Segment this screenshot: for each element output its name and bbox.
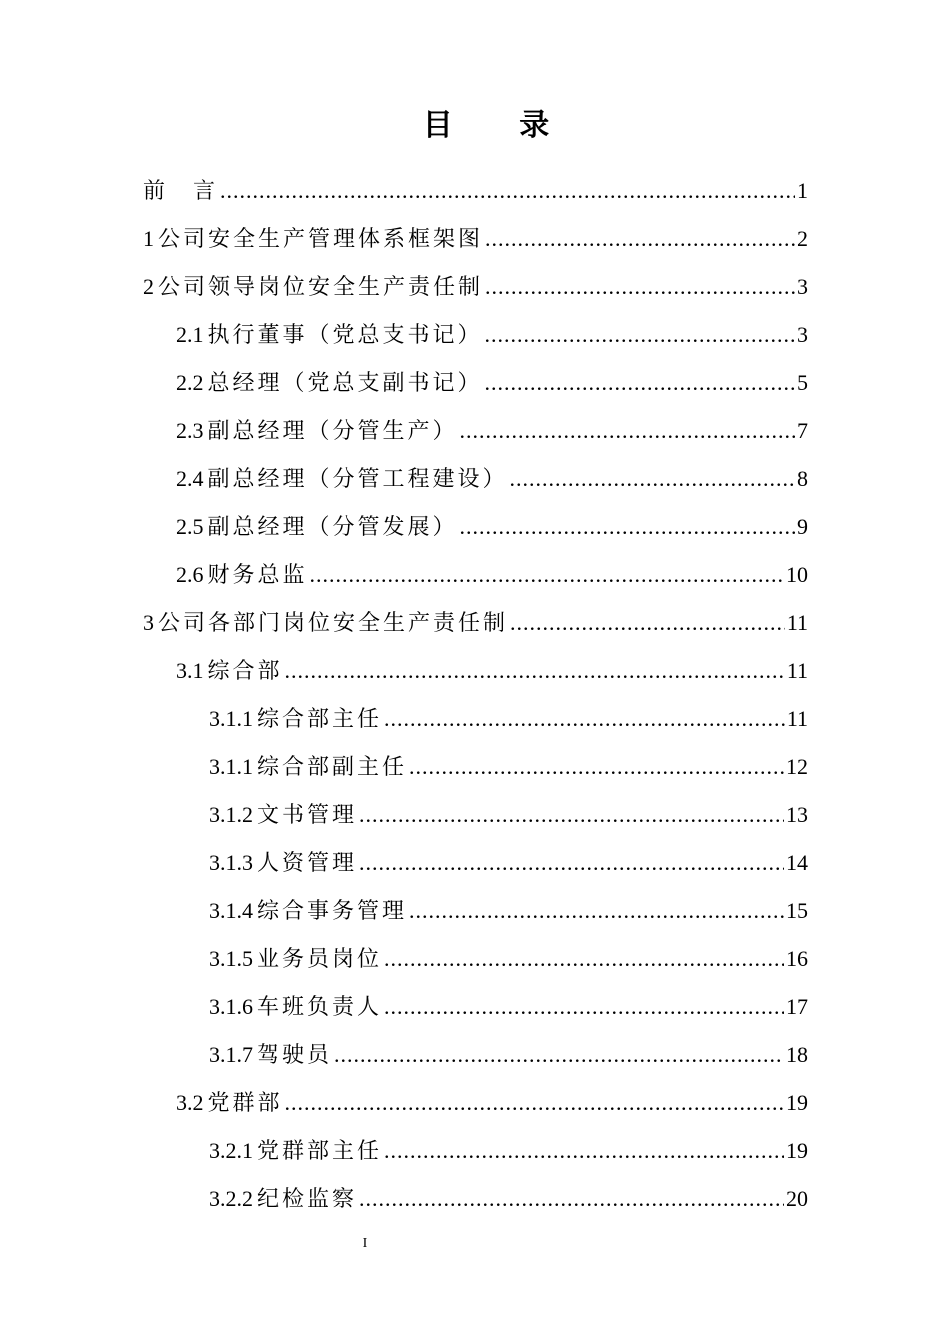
toc-dot-leader [334, 1038, 784, 1072]
toc-page-number: 17 [786, 994, 808, 1019]
toc-entry-3-1-4[interactable] [209, 894, 808, 928]
toc-entry-text: 副总经理（分管生产） [207, 419, 458, 444]
toc-entry-3-2-1[interactable] [209, 1134, 808, 1168]
toc-entry-2[interactable] [143, 270, 808, 304]
toc-entry-2-1[interactable] [176, 318, 808, 352]
toc-entry-number: 3.1.6 [209, 994, 253, 1019]
toc-entry-text: 文书管理 [257, 803, 358, 828]
toc-entry-3[interactable] [143, 606, 808, 640]
toc-page-number: 5 [797, 370, 808, 395]
toc-page-number: 11 [786, 706, 808, 731]
toc-entry-text: 公司各部门岗位安全生产责任制 [158, 611, 509, 636]
toc-entry-label [176, 414, 458, 449]
toc-dot-leader [485, 366, 795, 400]
toc-page-number: 10 [786, 562, 808, 587]
toc-entry-label [209, 798, 357, 833]
toc-dot-leader [384, 990, 784, 1024]
toc-entry-number: 3.1 [176, 658, 204, 683]
toc-entry-text: 公司安全生产管理体系框架图 [158, 227, 484, 252]
toc-entry-2-2[interactable] [176, 366, 808, 400]
toc-entry-3-1-1[interactable] [209, 702, 808, 736]
toc-entry-label [176, 1086, 283, 1121]
toc-dot-leader [220, 174, 795, 208]
toc-entry-number: 3.1.7 [209, 1042, 253, 1067]
toc-entry-3-1-6[interactable] [209, 990, 808, 1024]
toc-dot-leader [409, 894, 784, 928]
toc-entry-number: 3.1.4 [209, 898, 253, 923]
toc-page-number: 3 [797, 274, 808, 299]
toc-entry-2-3[interactable] [176, 414, 808, 448]
toc-entry-number: 3 [143, 610, 154, 635]
toc-dot-leader [485, 270, 795, 304]
toc-entry-text: 纪检监察 [257, 1187, 358, 1212]
toc-entry-number: 3.1.1 [209, 706, 253, 731]
toc-entry-number: 3.2 [176, 1090, 204, 1115]
toc-dot-leader [285, 1086, 784, 1120]
toc-page-number: 8 [797, 466, 808, 491]
toc-page-number: 1 [797, 178, 808, 203]
toc-entry-label [176, 366, 483, 401]
toc-entry-text: 党群部主任 [257, 1139, 383, 1164]
toc-dot-leader [485, 222, 795, 256]
toc-page-number: 12 [786, 754, 808, 779]
toc-dot-leader [384, 1134, 784, 1168]
toc-dot-leader [384, 702, 785, 736]
toc-entry-3-1-3[interactable] [209, 846, 808, 880]
toc-entry-label [209, 846, 357, 881]
toc-entry-number: 3.2.1 [209, 1138, 253, 1163]
toc-entry-label [209, 1134, 382, 1169]
toc-entry-3-2[interactable] [176, 1086, 808, 1120]
toc-entry-label [176, 558, 308, 593]
toc-entry-label [209, 990, 382, 1025]
toc-dot-leader [460, 510, 795, 544]
toc-entry-label [209, 894, 407, 929]
toc-entry-text: 党群部 [207, 1091, 283, 1116]
toc-dot-leader [359, 798, 784, 832]
toc-page-number: 11 [786, 658, 808, 683]
toc-entry-number: 3.1.1 [209, 754, 253, 779]
toc-entry-number: 1 [143, 226, 154, 251]
toc-entry-label [143, 174, 218, 209]
toc-entry-number: 2.3 [176, 418, 204, 443]
toc-dot-leader [359, 1182, 784, 1216]
toc-entry-number: 3.1.2 [209, 802, 253, 827]
toc-dot-leader [510, 462, 795, 496]
toc-entry-1[interactable] [143, 222, 808, 256]
toc-page-number: 14 [786, 850, 808, 875]
toc-entry-text: 副总经理（分管工程建设） [207, 467, 508, 492]
toc-entry-text: 业务员岗位 [257, 947, 383, 972]
toc-dot-leader [285, 654, 785, 688]
toc-dot-leader [359, 846, 784, 880]
toc-page-number: 20 [786, 1186, 808, 1211]
toc-entry-text: 公司领导岗位安全生产责任制 [158, 275, 484, 300]
toc-entry-label [209, 942, 382, 977]
toc-page-number: 9 [797, 514, 808, 539]
toc-entry-text: 综合部主任 [257, 707, 383, 732]
toc-dot-leader [310, 558, 784, 592]
toc-entry-3-1-5[interactable] [209, 942, 808, 976]
toc-entry-3-1[interactable] [176, 654, 808, 688]
toc-entry-text: 驾驶员 [257, 1043, 333, 1068]
toc-entry-text: 副总经理（分管发展） [207, 515, 458, 540]
toc-entry-number: 3.1.3 [209, 850, 253, 875]
toc-page-number: 18 [786, 1042, 808, 1067]
toc-entry-2-6[interactable] [176, 558, 808, 592]
page-title: 目 录 [422, 108, 578, 143]
toc-entry-number: 2.4 [176, 466, 204, 491]
toc-entry-2-4[interactable] [176, 462, 808, 496]
toc-entry-label [209, 702, 382, 737]
toc-entry-text: 综合事务管理 [257, 899, 408, 924]
toc-entry-number: 3.2.2 [209, 1186, 253, 1211]
toc-entry-number: 2.1 [176, 322, 204, 347]
toc-entry-text: 总经理（党总支副书记） [207, 371, 483, 396]
toc-page-number: 3 [797, 322, 808, 347]
toc-entry-text: 综合部副主任 [257, 755, 408, 780]
toc-entry-number: 2 [143, 274, 154, 299]
toc-entry-text: 综合部 [207, 659, 283, 684]
toc-dot-leader [409, 750, 784, 784]
toc-entry-label [176, 654, 283, 689]
toc-entry-label [176, 510, 458, 545]
toc-page-number: 7 [797, 418, 808, 443]
toc-entry-3-1-2[interactable] [209, 798, 808, 832]
toc-dot-leader [384, 942, 784, 976]
toc-entry-text: 人资管理 [257, 851, 358, 876]
toc-entry-label [143, 270, 483, 305]
toc-page-number: 11 [786, 610, 808, 635]
toc-entry-label [209, 750, 407, 785]
toc-entry-2-5[interactable] [176, 510, 808, 544]
toc-entry-number: 2.5 [176, 514, 204, 539]
toc-entry-label [176, 318, 483, 353]
toc-entry-number: 2.6 [176, 562, 204, 587]
toc-entry-3-1-7[interactable] [209, 1038, 808, 1072]
toc-entry-3-2-2[interactable] [209, 1182, 808, 1216]
toc-page-number: 15 [786, 898, 808, 923]
toc-entry-text: 前 言 [143, 179, 219, 204]
toc-entry-text: 执行董事（党总支书记） [207, 323, 483, 348]
toc-entry-label [209, 1182, 357, 1217]
toc-page-number: 16 [786, 946, 808, 971]
toc-entry-text: 财务总监 [207, 563, 308, 588]
toc-entry-number: 2.2 [176, 370, 204, 395]
footer-page-number: I [362, 1236, 368, 1251]
toc-page-number: 19 [786, 1090, 808, 1115]
toc-entry-label [143, 606, 508, 641]
toc-entry-label [209, 1038, 332, 1073]
toc-entry-text: 车班负责人 [257, 995, 383, 1020]
toc-dot-leader [510, 606, 785, 640]
toc-dot-leader [460, 414, 795, 448]
toc-entry-label [176, 462, 508, 497]
toc-entry-label [143, 222, 483, 257]
toc-entry-preface[interactable] [143, 174, 808, 208]
toc-entry-3-1-1b[interactable] [209, 750, 808, 784]
toc-page-number: 13 [786, 802, 808, 827]
toc-page-number: 19 [786, 1138, 808, 1163]
toc-entry-number: 3.1.5 [209, 946, 253, 971]
toc-page-number: 2 [797, 226, 808, 251]
toc-dot-leader [485, 318, 795, 352]
